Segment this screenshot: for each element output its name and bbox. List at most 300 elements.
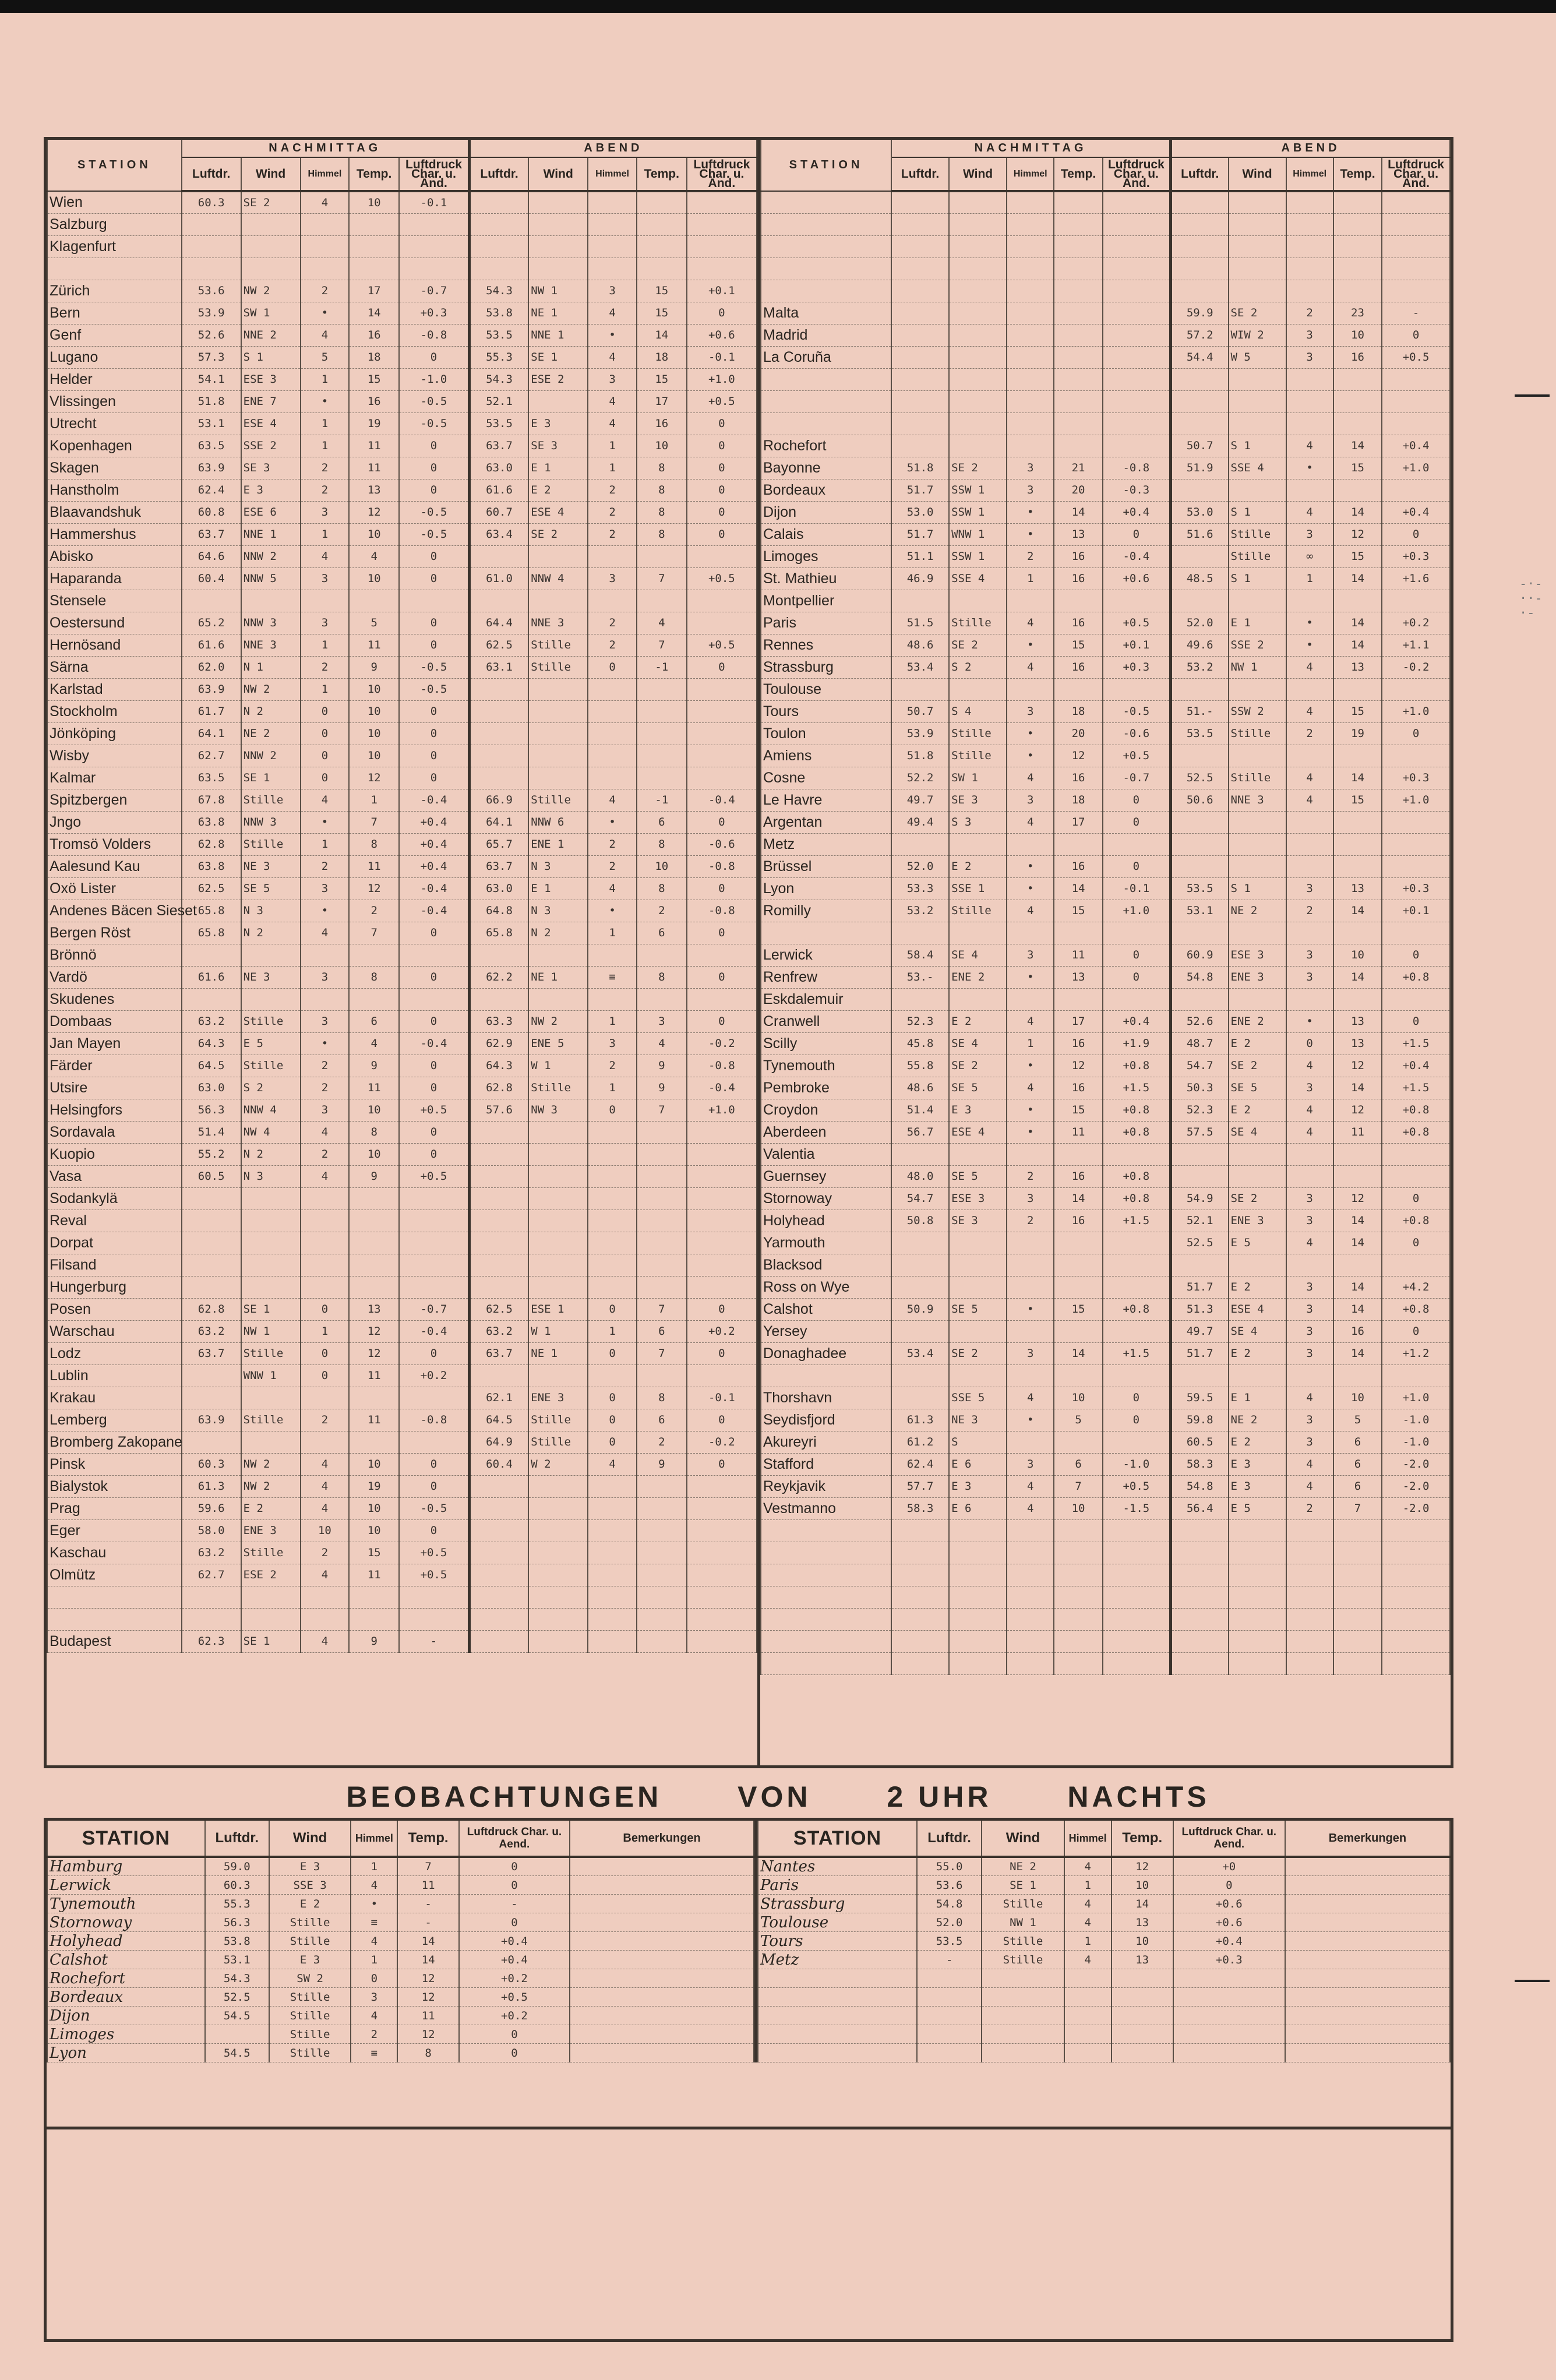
nachmittag-luftdruck-value: 50.7 bbox=[891, 700, 949, 722]
table-row bbox=[47, 435, 757, 457]
abend-luftdruck-value: 60.5 bbox=[1171, 1431, 1229, 1453]
nachmittag-temp-value: 16 bbox=[1054, 612, 1102, 634]
table-row bbox=[47, 1542, 757, 1564]
abend-himmel-value: 4 bbox=[1286, 1387, 1333, 1409]
nachmittag-wind-value: NE 3 bbox=[949, 1409, 1007, 1431]
nachmittag-luftdruck-value: 53.9 bbox=[182, 302, 241, 324]
nachmittag-temp-value: 7 bbox=[349, 922, 399, 944]
wind-value bbox=[982, 2007, 1064, 2025]
abend-tendency-value bbox=[687, 545, 757, 567]
nachmittag-tendency-value: -0.5 bbox=[399, 390, 469, 412]
nachmittag-wind-value bbox=[949, 1232, 1007, 1254]
nachmittag-temp-value: 17 bbox=[1054, 1010, 1102, 1032]
nachmittag-tendency-value bbox=[1103, 324, 1171, 346]
table-row bbox=[47, 1932, 754, 1951]
nachmittag-himmel-value: 2 bbox=[301, 656, 350, 678]
nachmittag-tendency-value bbox=[1103, 235, 1171, 258]
nachmittag-header: NACHMITTAG bbox=[182, 140, 470, 157]
abend-tendency-value: -0.8 bbox=[687, 900, 757, 922]
abend-temp-value bbox=[1333, 811, 1382, 833]
nachmittag-tendency-value bbox=[399, 1276, 469, 1298]
abend-wind-value bbox=[1229, 191, 1286, 213]
abend-temp-value: 15 bbox=[637, 368, 687, 390]
luftdruck-value: - bbox=[917, 1951, 982, 1969]
station-name: Stornoway bbox=[47, 1913, 205, 1932]
abend-luftdruck-value: 61.0 bbox=[469, 567, 528, 590]
abend-himmel-value bbox=[1286, 479, 1333, 501]
abend-himmel-value bbox=[588, 1542, 637, 1564]
nachmittag-luftdruck-value bbox=[182, 988, 241, 1010]
nachmittag-wind-value: ESE 3 bbox=[949, 1187, 1007, 1210]
abend-luftdruck-value: 64.3 bbox=[469, 1055, 528, 1077]
nachmittag-wind-value bbox=[241, 1608, 301, 1630]
nachmittag-himmel-value bbox=[1007, 1564, 1054, 1586]
nachmittag-temp-value: 6 bbox=[1054, 1453, 1102, 1475]
abend-himmel-value bbox=[1286, 678, 1333, 700]
abend-luftdruck-value: 54.4 bbox=[1171, 346, 1229, 368]
abend-luftdruck-value bbox=[469, 191, 528, 213]
abend-tendency-value bbox=[687, 1586, 757, 1608]
table-row bbox=[761, 922, 1450, 944]
abend-luftdruck-value: 61.6 bbox=[469, 479, 528, 501]
wind-value: E 2 bbox=[269, 1895, 351, 1913]
abend-wind-value bbox=[528, 1232, 588, 1254]
station-name bbox=[761, 1586, 891, 1608]
abend-wind-value bbox=[528, 988, 588, 1010]
abend-tendency-value: 0 bbox=[1382, 944, 1450, 966]
luftdruck-value: 55.3 bbox=[205, 1895, 269, 1913]
nachmittag-himmel-value bbox=[301, 590, 350, 612]
station-name: Tromsö Volders bbox=[47, 833, 182, 855]
abend-temp-value: 14 bbox=[637, 324, 687, 346]
remarks-value bbox=[1285, 1876, 1450, 1895]
abend-tendency-value: -0.4 bbox=[687, 1077, 757, 1099]
abend-temp-value: 14 bbox=[1333, 900, 1382, 922]
nachmittag-temp-value bbox=[1054, 191, 1102, 213]
nachmittag-temp-value bbox=[1054, 412, 1102, 435]
nachmittag-luftdruck-value bbox=[182, 1210, 241, 1232]
abend-himmel-value bbox=[588, 590, 637, 612]
temp-value: 8 bbox=[397, 2044, 458, 2062]
abend-luftdruck-value bbox=[1171, 368, 1229, 390]
nachmittag-temp-value: 10 bbox=[349, 700, 399, 722]
nachmittag-temp-value: 9 bbox=[349, 656, 399, 678]
table-row bbox=[47, 1586, 757, 1608]
abend-tendency-value: -0.6 bbox=[687, 833, 757, 855]
nachmittag-luftdruck-value: 61.6 bbox=[182, 966, 241, 988]
nachmittag-tendency-value: -0.4 bbox=[1103, 545, 1171, 567]
abend-temp-value bbox=[637, 722, 687, 745]
abend-wind-value bbox=[528, 944, 588, 966]
col-luftdruck: Luftdruck Char. u. Änd. bbox=[1103, 157, 1171, 191]
station-name: Genf bbox=[47, 324, 182, 346]
wind-value: Stille bbox=[982, 1932, 1064, 1951]
nachmittag-tendency-value bbox=[1103, 213, 1171, 235]
nachmittag-temp-value: 10 bbox=[349, 1519, 399, 1542]
nachmittag-temp-value: 21 bbox=[1054, 457, 1102, 479]
nachmittag-luftdruck-value: 63.0 bbox=[182, 1077, 241, 1099]
nachmittag-tendency-value bbox=[1103, 1232, 1171, 1254]
abend-himmel-value: • bbox=[1286, 457, 1333, 479]
nachmittag-wind-value: Stille bbox=[241, 833, 301, 855]
nachmittag-temp-value bbox=[349, 213, 399, 235]
abend-himmel-value: 0 bbox=[588, 1099, 637, 1121]
abend-luftdruck-value: 56.4 bbox=[1171, 1497, 1229, 1519]
nachmittag-tendency-value bbox=[1103, 1320, 1171, 1342]
abend-himmel-value bbox=[588, 1121, 637, 1143]
abend-tendency-value: +0.5 bbox=[1382, 346, 1450, 368]
col-himmel: Himmel bbox=[1064, 1821, 1112, 1857]
table-row bbox=[761, 280, 1450, 302]
nachmittag-himmel-value bbox=[301, 213, 350, 235]
nachmittag-himmel-value: 4 bbox=[1007, 1387, 1054, 1409]
nachmittag-tendency-value: -0.8 bbox=[399, 324, 469, 346]
abend-himmel-value: 3 bbox=[1286, 1276, 1333, 1298]
station-name: Yersey bbox=[761, 1320, 891, 1342]
nachmittag-temp-value: 10 bbox=[1054, 1387, 1102, 1409]
abend-himmel-value: 3 bbox=[1286, 346, 1333, 368]
abend-wind-value: NE 2 bbox=[1229, 900, 1286, 922]
abend-wind-value bbox=[1229, 811, 1286, 833]
nachmittag-tendency-value: +0.4 bbox=[399, 855, 469, 877]
tendency-value: - bbox=[459, 1895, 570, 1913]
abend-temp-value bbox=[1333, 1608, 1382, 1630]
abend-wind-value bbox=[528, 767, 588, 789]
abend-himmel-value: 1 bbox=[1286, 567, 1333, 590]
nachmittag-wind-value: N 1 bbox=[241, 656, 301, 678]
station-name: Strassburg bbox=[761, 656, 891, 678]
abend-wind-value: E 2 bbox=[1229, 1276, 1286, 1298]
abend-temp-value: 12 bbox=[1333, 523, 1382, 545]
station-name bbox=[761, 1652, 891, 1674]
abend-temp-value bbox=[1333, 258, 1382, 280]
abend-tendency-value: +0.4 bbox=[1382, 501, 1450, 523]
abend-luftdruck-value bbox=[469, 1143, 528, 1165]
nachmittag-luftdruck-value: 53.9 bbox=[891, 722, 949, 745]
nachmittag-temp-value bbox=[349, 1387, 399, 1409]
nachmittag-temp-value: 10 bbox=[349, 523, 399, 545]
nachmittag-himmel-value bbox=[1007, 346, 1054, 368]
abend-himmel-value: 2 bbox=[1286, 1497, 1333, 1519]
nachmittag-himmel-value bbox=[1007, 368, 1054, 390]
abend-tendency-value bbox=[1382, 1254, 1450, 1276]
table-row bbox=[761, 567, 1450, 590]
abend-wind-value: SE 3 bbox=[528, 435, 588, 457]
temp-value: 11 bbox=[397, 1876, 458, 1895]
night-right-table bbox=[757, 1821, 1451, 2062]
nachmittag-wind-value: SE 3 bbox=[241, 457, 301, 479]
abend-himmel-value: 1 bbox=[588, 435, 637, 457]
nachmittag-temp-value bbox=[1054, 1608, 1102, 1630]
station-name: Akureyri bbox=[761, 1431, 891, 1453]
abend-wind-value: S 1 bbox=[1229, 567, 1286, 590]
abend-tendency-value bbox=[1382, 922, 1450, 944]
abend-himmel-value bbox=[1286, 1608, 1333, 1630]
remarks-value bbox=[1285, 1988, 1450, 2007]
table-row bbox=[761, 368, 1450, 390]
abend-tendency-value: +0.5 bbox=[687, 567, 757, 590]
nachmittag-wind-value bbox=[241, 1187, 301, 1210]
nachmittag-tendency-value: 0 bbox=[399, 479, 469, 501]
table-row bbox=[758, 1951, 1450, 1969]
abend-luftdruck-value: 54.7 bbox=[1171, 1055, 1229, 1077]
nachmittag-himmel-value: 4 bbox=[301, 191, 350, 213]
abend-luftdruck-value bbox=[1171, 855, 1229, 877]
temp-value: - bbox=[397, 1913, 458, 1932]
table-row bbox=[761, 877, 1450, 900]
wind-value: Stille bbox=[269, 1913, 351, 1932]
abend-wind-value: Stille bbox=[1229, 523, 1286, 545]
abend-himmel-value bbox=[1286, 368, 1333, 390]
station-name: Lyon bbox=[761, 877, 891, 900]
abend-temp-value: 14 bbox=[1333, 1210, 1382, 1232]
nachmittag-luftdruck-value: 45.8 bbox=[891, 1032, 949, 1055]
nachmittag-himmel-value: 1 bbox=[301, 678, 350, 700]
abend-header: ABEND bbox=[469, 140, 757, 157]
nachmittag-temp-value: 17 bbox=[349, 280, 399, 302]
station-name: Oestersund bbox=[47, 612, 182, 634]
table-row bbox=[761, 479, 1450, 501]
abend-himmel-value bbox=[1286, 191, 1333, 213]
abend-himmel-value: 3 bbox=[1286, 1077, 1333, 1099]
nachmittag-temp-value bbox=[1054, 213, 1102, 235]
nachmittag-wind-value: NNW 3 bbox=[241, 811, 301, 833]
table-row bbox=[47, 1210, 757, 1232]
temp-value bbox=[1112, 1969, 1173, 1988]
abend-himmel-value: • bbox=[588, 811, 637, 833]
abend-tendency-value: 0 bbox=[687, 479, 757, 501]
abend-header: ABEND bbox=[1171, 140, 1451, 157]
abend-wind-value bbox=[1229, 412, 1286, 435]
heading-word: BEOBACHTUNGEN bbox=[346, 1780, 662, 1813]
abend-himmel-value: 4 bbox=[1286, 1475, 1333, 1497]
nachmittag-luftdruck-value bbox=[182, 1364, 241, 1387]
temp-value: 10 bbox=[1112, 1876, 1173, 1895]
abend-himmel-value: 3 bbox=[1286, 966, 1333, 988]
abend-tendency-value bbox=[687, 1364, 757, 1387]
tendency-value bbox=[1173, 2044, 1285, 2062]
abend-himmel-value: 4 bbox=[588, 1453, 637, 1475]
abend-temp-value: 18 bbox=[637, 346, 687, 368]
abend-tendency-value bbox=[1382, 745, 1450, 767]
abend-tendency-value bbox=[687, 1542, 757, 1564]
abend-himmel-value bbox=[1286, 1519, 1333, 1542]
col-wind: Wind bbox=[982, 1821, 1064, 1857]
col-luftdr: Luftdr. bbox=[1171, 157, 1229, 191]
abend-wind-value bbox=[1229, 833, 1286, 855]
nachmittag-wind-value bbox=[949, 988, 1007, 1010]
abend-temp-value: 7 bbox=[637, 1342, 687, 1364]
nachmittag-wind-value: ENE 7 bbox=[241, 390, 301, 412]
abend-tendency-value: +1.0 bbox=[1382, 1387, 1450, 1409]
table-row bbox=[47, 1320, 757, 1342]
abend-himmel-value bbox=[588, 1210, 637, 1232]
abend-himmel-value: 4 bbox=[588, 390, 637, 412]
abend-wind-value: NW 1 bbox=[1229, 656, 1286, 678]
abend-luftdruck-value: 62.9 bbox=[469, 1032, 528, 1055]
nachmittag-himmel-value: 0 bbox=[301, 1342, 350, 1364]
nachmittag-wind-value bbox=[241, 988, 301, 1010]
abend-temp-value bbox=[637, 1497, 687, 1519]
abend-temp-value bbox=[1333, 590, 1382, 612]
abend-luftdruck-value: 52.1 bbox=[1171, 1210, 1229, 1232]
himmel-value: ≡ bbox=[351, 1913, 397, 1932]
nachmittag-wind-value: SE 3 bbox=[949, 1210, 1007, 1232]
station-name bbox=[758, 1969, 917, 1988]
nachmittag-luftdruck-value: 63.5 bbox=[182, 767, 241, 789]
station-name: Spitzbergen bbox=[47, 789, 182, 811]
nachmittag-temp-value: 12 bbox=[349, 877, 399, 900]
nachmittag-temp-value: 18 bbox=[1054, 700, 1102, 722]
tendency-value: +0.4 bbox=[459, 1951, 570, 1969]
station-name: Färder bbox=[47, 1055, 182, 1077]
abend-luftdruck-value bbox=[1171, 479, 1229, 501]
station-name: Kalmar bbox=[47, 767, 182, 789]
abend-temp-value: 15 bbox=[637, 280, 687, 302]
nachmittag-himmel-value bbox=[1007, 435, 1054, 457]
nachmittag-luftdruck-value: 60.3 bbox=[182, 191, 241, 213]
abend-tendency-value: -0.2 bbox=[687, 1431, 757, 1453]
abend-himmel-value: ∞ bbox=[1286, 545, 1333, 567]
nachmittag-tendency-value: +0.8 bbox=[1103, 1055, 1171, 1077]
nachmittag-temp-value: 10 bbox=[349, 1453, 399, 1475]
abend-luftdruck-value bbox=[469, 745, 528, 767]
station-name: Eskdalemuir bbox=[761, 988, 891, 1010]
abend-wind-value bbox=[1229, 1630, 1286, 1652]
table-row bbox=[761, 258, 1450, 280]
nachmittag-temp-value bbox=[1054, 258, 1102, 280]
abend-luftdruck-value: 53.5 bbox=[469, 324, 528, 346]
abend-himmel-value: 3 bbox=[1286, 1431, 1333, 1453]
himmel-value: 4 bbox=[351, 2007, 397, 2025]
abend-tendency-value: 0 bbox=[687, 523, 757, 545]
table-row bbox=[761, 1387, 1450, 1409]
col-luftdr: Luftdr. bbox=[205, 1821, 269, 1857]
abend-wind-value: NE 1 bbox=[528, 966, 588, 988]
nachmittag-temp-value: 14 bbox=[1054, 877, 1102, 900]
nachmittag-wind-value: NNE 2 bbox=[241, 324, 301, 346]
nachmittag-luftdruck-value: 52.3 bbox=[891, 1010, 949, 1032]
abend-luftdruck-value: 63.1 bbox=[469, 656, 528, 678]
abend-wind-value: SE 2 bbox=[1229, 302, 1286, 324]
table-row bbox=[761, 412, 1450, 435]
abend-wind-value bbox=[528, 191, 588, 213]
nachmittag-temp-value: 8 bbox=[349, 1121, 399, 1143]
nachmittag-himmel-value: 0 bbox=[301, 1298, 350, 1320]
table-row bbox=[758, 1857, 1450, 1876]
table-row bbox=[761, 1232, 1450, 1254]
abend-wind-value bbox=[1229, 1564, 1286, 1586]
abend-wind-value bbox=[1229, 922, 1286, 944]
nachmittag-temp-value: 9 bbox=[349, 1055, 399, 1077]
nachmittag-temp-value bbox=[349, 590, 399, 612]
luftdruck-value bbox=[917, 2044, 982, 2062]
nachmittag-tendency-value bbox=[1103, 1431, 1171, 1453]
abend-wind-value: NE 1 bbox=[528, 1342, 588, 1364]
abend-luftdruck-value: 52.6 bbox=[1171, 1010, 1229, 1032]
col-himmel: Himmel bbox=[1007, 157, 1054, 191]
nachmittag-himmel-value: 4 bbox=[301, 922, 350, 944]
table-row bbox=[47, 811, 757, 833]
station-name bbox=[758, 2044, 917, 2062]
abend-himmel-value bbox=[588, 722, 637, 745]
abend-temp-value bbox=[1333, 988, 1382, 1010]
abend-temp-value: 14 bbox=[1333, 567, 1382, 590]
station-name: Prag bbox=[47, 1497, 182, 1519]
nachmittag-temp-value: 10 bbox=[349, 191, 399, 213]
nachmittag-himmel-value: 2 bbox=[301, 1409, 350, 1431]
abend-wind-value: NNW 4 bbox=[528, 567, 588, 590]
table-row bbox=[761, 1497, 1450, 1519]
nachmittag-temp-value: 16 bbox=[1054, 855, 1102, 877]
abend-himmel-value bbox=[1286, 1165, 1333, 1187]
nachmittag-himmel-value bbox=[1007, 1143, 1054, 1165]
remarks-value bbox=[570, 1988, 754, 2007]
station-name: Tynemouth bbox=[47, 1895, 205, 1913]
nachmittag-luftdruck-value: 60.8 bbox=[182, 501, 241, 523]
nachmittag-wind-value bbox=[949, 1564, 1007, 1586]
nachmittag-wind-value: SE 2 bbox=[949, 634, 1007, 656]
table-row bbox=[47, 479, 757, 501]
nachmittag-tendency-value: -0.8 bbox=[399, 1409, 469, 1431]
nachmittag-luftdruck-value: 65.2 bbox=[182, 612, 241, 634]
station-name: Toulouse bbox=[761, 678, 891, 700]
nachmittag-luftdruck-value bbox=[891, 1542, 949, 1564]
nachmittag-wind-value: E 6 bbox=[949, 1453, 1007, 1475]
nachmittag-luftdruck-value: 53.4 bbox=[891, 656, 949, 678]
station-name bbox=[47, 1586, 182, 1608]
station-name: Lugano bbox=[47, 346, 182, 368]
nachmittag-wind-value bbox=[241, 1431, 301, 1453]
nachmittag-wind-value: E 5 bbox=[241, 1032, 301, 1055]
abend-luftdruck-value bbox=[1171, 922, 1229, 944]
station-name: Malta bbox=[761, 302, 891, 324]
station-name: Bayonne bbox=[761, 457, 891, 479]
nachmittag-luftdruck-value bbox=[891, 324, 949, 346]
station-name: Cranwell bbox=[761, 1010, 891, 1032]
table-row bbox=[47, 988, 757, 1010]
nachmittag-luftdruck-value: 50.8 bbox=[891, 1210, 949, 1232]
abend-temp-value: 8 bbox=[637, 523, 687, 545]
nachmittag-himmel-value: 4 bbox=[1007, 656, 1054, 678]
abend-luftdruck-value: 63.7 bbox=[469, 1342, 528, 1364]
abend-temp-value: 12 bbox=[1333, 1055, 1382, 1077]
abend-himmel-value: 2 bbox=[588, 501, 637, 523]
abend-temp-value bbox=[637, 1364, 687, 1387]
nachmittag-temp-value: 5 bbox=[1054, 1409, 1102, 1431]
abend-tendency-value bbox=[687, 1564, 757, 1586]
nachmittag-temp-value bbox=[349, 1254, 399, 1276]
nachmittag-temp-value bbox=[349, 1187, 399, 1210]
abend-wind-value bbox=[528, 1187, 588, 1210]
temp-value: 14 bbox=[1112, 1895, 1173, 1913]
abend-luftdruck-value: 62.2 bbox=[469, 966, 528, 988]
nachmittag-tendency-value: 0 bbox=[399, 1143, 469, 1165]
luftdruck-value bbox=[917, 1988, 982, 2007]
nachmittag-luftdruck-value: 51.5 bbox=[891, 612, 949, 634]
station-name: Skagen bbox=[47, 457, 182, 479]
abend-wind-value: SE 2 bbox=[1229, 1187, 1286, 1210]
abend-wind-value bbox=[528, 1165, 588, 1187]
abend-tendency-value bbox=[687, 590, 757, 612]
nachmittag-tendency-value bbox=[399, 1254, 469, 1276]
abend-luftdruck-value bbox=[469, 1187, 528, 1210]
abend-luftdruck-value bbox=[469, 944, 528, 966]
abend-temp-value: 3 bbox=[637, 1010, 687, 1032]
station-name: Lemberg bbox=[47, 1409, 182, 1431]
nachmittag-luftdruck-value bbox=[182, 235, 241, 258]
abend-temp-value: 9 bbox=[637, 1055, 687, 1077]
